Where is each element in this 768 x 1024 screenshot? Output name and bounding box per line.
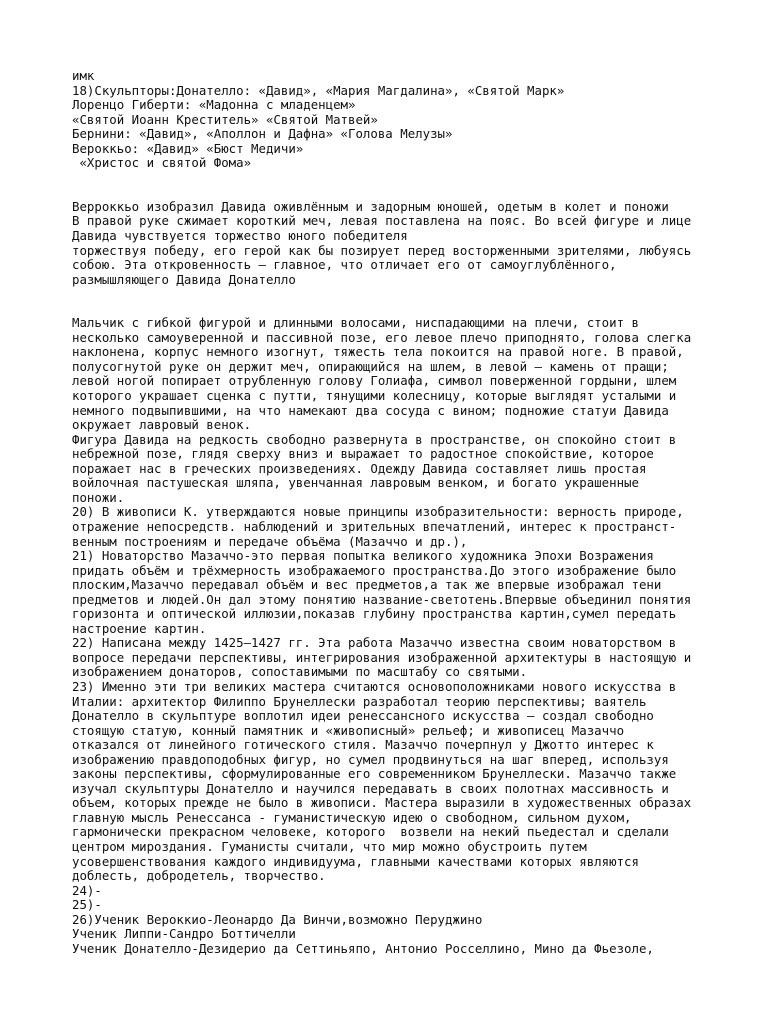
text-line: поножи. bbox=[72, 489, 125, 505]
text-line: Италии: архитектор Филиппо Брунеллески разработал теорию перспективы; ваятель bbox=[72, 693, 647, 709]
text-line: изображению правдоподобных фигур, но сумел продвинуться на шаг вперед, используя bbox=[72, 751, 669, 767]
text-line: полусогнутой руке он держит меч, опирающийся на шлем, в левой — камень от пращи; bbox=[72, 358, 669, 374]
text-line: изображением донаторов, сопоставимыми по масштабу со святыми. bbox=[72, 664, 528, 680]
text-line: войлочная пастушеская шляпа, увенчанная лавровым венком, и богато украшенные bbox=[72, 475, 639, 491]
text-line: доблесть, добродетель, творчество. bbox=[72, 868, 326, 884]
text-line: главную мысль Ренессанса - гуманистическую идею о свободном, сильном духом, bbox=[72, 809, 632, 825]
text-line: 25)- bbox=[72, 897, 102, 913]
text-line: Верроккьо изобразил Давида оживлённым и задорным юношей, одетым в колет и поножи bbox=[72, 198, 669, 214]
text-line: поражает нас в греческих произведениях. Одежду Давида составляет лишь простая bbox=[72, 460, 647, 476]
text-line: предметов и людей.Он дал этому понятию название-светотень.Впервые объединил понятия bbox=[72, 591, 692, 607]
text-line: 24)- bbox=[72, 882, 102, 898]
text-line: 22) Написана между 1425–1427 гг. Эта работа Мазаччо известна своим новаторством в bbox=[72, 635, 677, 651]
text-line bbox=[72, 171, 692, 186]
text-line: «Святой Иоанн Креститель» «Святой Матвей» bbox=[72, 111, 378, 127]
text-line: Ученик Липпи-Сандро Боттичелли bbox=[72, 926, 296, 942]
text-line: усовершенствования каждого индивидуума, главными качествами которых являются bbox=[72, 853, 639, 869]
text-line: которого украшает сценка с путти, тянущими колесницу, которые выглядят усталыми и bbox=[72, 388, 677, 404]
text-line bbox=[72, 185, 692, 200]
text-line: Бернини: «Давид», «Аполлон и Дафна» «Голова Мелузы» bbox=[72, 126, 453, 142]
text-line: придать объём и трёхмерность изображаемого пространства.До этого изображение было bbox=[72, 562, 677, 578]
text-line bbox=[72, 287, 692, 302]
text-line: Ученик Донателло-Дезидерио да Сеттиньяпо, Антонио Росселлино, Мино да Фьезоле, bbox=[72, 940, 654, 956]
text-line: отражение непосредств. наблюдений и зрительных впечатлений, интерес к пространст- bbox=[72, 518, 677, 534]
text-line: стоящую статую, конный памятник и «живописный» рельеф; и живописец Мазаччо bbox=[72, 722, 625, 738]
text-line: вопросе передачи перспективы, интегрирования изображенной архитектуры в настоящую и bbox=[72, 649, 692, 665]
text-line: небрежной позе, глядя сверху вниз и выражает то радостное спокойствие, которое bbox=[72, 446, 654, 462]
text-line: 20) В живописи К. утверждаются новые принципы изобразительности: верность природе, bbox=[72, 504, 684, 520]
text-line: центром мироздания. Гуманисты считали, что мир можно обустроить путем bbox=[72, 838, 587, 854]
text-line: настроение картин. bbox=[72, 620, 207, 636]
text-line: левой ногой попирает отрубленную голову Голиафа, символ поверженной гордыни, шлем bbox=[72, 373, 677, 389]
text-line: 21) Новаторство Мазаччо-это первая попытка великого художника Эпохи Возражения bbox=[72, 548, 654, 564]
text-line: наклонена, корпус немного изогнут, тяжесть тела покоится на правой ноге. В правой, bbox=[72, 344, 684, 360]
text-line: В правой руке сжимает короткий меч, левая поставлена на пояс. Во всей фигуре и лице bbox=[72, 213, 692, 229]
text-line: отказался от линейного готического стиля. Мазаччо почерпнул у Джотто интерес к bbox=[72, 737, 654, 753]
text-line: Фигура Давида на редкость свободно развернута в пространстве, он спокойно стоит в bbox=[72, 431, 677, 447]
text-line: 26)Ученик Вероккио-Леонардо Да Винчи,возможно Перуджино bbox=[72, 911, 483, 927]
text-line: торжествуя победу, его герой как бы позирует перед восторженными зрителями, любуясь bbox=[72, 242, 692, 258]
text-line: имк bbox=[72, 68, 95, 83]
text-line: окружает лавровый венок. bbox=[72, 417, 252, 433]
text-line: Лоренцо Гиберти: «Мадонна с младенцем» bbox=[72, 97, 356, 113]
text-line bbox=[72, 302, 692, 317]
text-line: плоским,Мазаччо передавал объём и вес предметов,а так же впервые изображал тени bbox=[72, 577, 662, 593]
document-body bbox=[72, 69, 692, 956]
text-line: Давида чувствуется торжество юного победителя bbox=[72, 228, 408, 244]
text-line: венным построениям и передаче объёма (Мазаччо и др.), bbox=[72, 533, 468, 549]
text-line: 18)Скульпторы:Донателло: «Давид», «Мария Магдалина», «Святой Марк» bbox=[72, 82, 565, 98]
text-line: Донателло в скульптуре воплотил идеи ренессансного искусства – создал свободно bbox=[72, 708, 654, 724]
text-line: Мальчик с гибкой фигурой и длинными волосами, ниспадающими на плечи, стоит в bbox=[72, 315, 639, 331]
text-line: немного подвыпившими, на что намекают два сосуда с вином; подножие статуи Давида bbox=[72, 402, 669, 418]
text-line: 23) Именно эти три великих мастера считаются основоположниками нового искусства в bbox=[72, 678, 677, 694]
text-line: объем, которых прежде не было в живописи. Мастера выразили в художественных образах bbox=[72, 795, 692, 811]
text-line: размышляющего Давида Донателло bbox=[72, 271, 296, 287]
text-line: изучал скульптуры Донателло и научился передавать в своих полотнах массивность и bbox=[72, 780, 669, 796]
text-line: горизонта и оптической иллюзии,показав глубину пространства картин,сумел передать bbox=[72, 606, 677, 622]
text-line: Вероккьо: «Давид» «Бюст Медичи» bbox=[72, 140, 304, 156]
text-line: несколько самоуверенной и пассивной позе, его левое плечо приподнято, голова слегка bbox=[72, 329, 692, 345]
text-line: гармонически прекрасном человеке, которого возвели на некий пьедестал и сделали bbox=[72, 824, 669, 840]
text-line: «Христос и святой Фома» bbox=[72, 155, 252, 171]
text-line: собою. Эта откровенность — главное, что отличает его от самоуглублённого, bbox=[72, 257, 617, 273]
text-line: законы перспективы, сформулированные его современником Брунеллески. Мазаччо также bbox=[72, 766, 677, 782]
